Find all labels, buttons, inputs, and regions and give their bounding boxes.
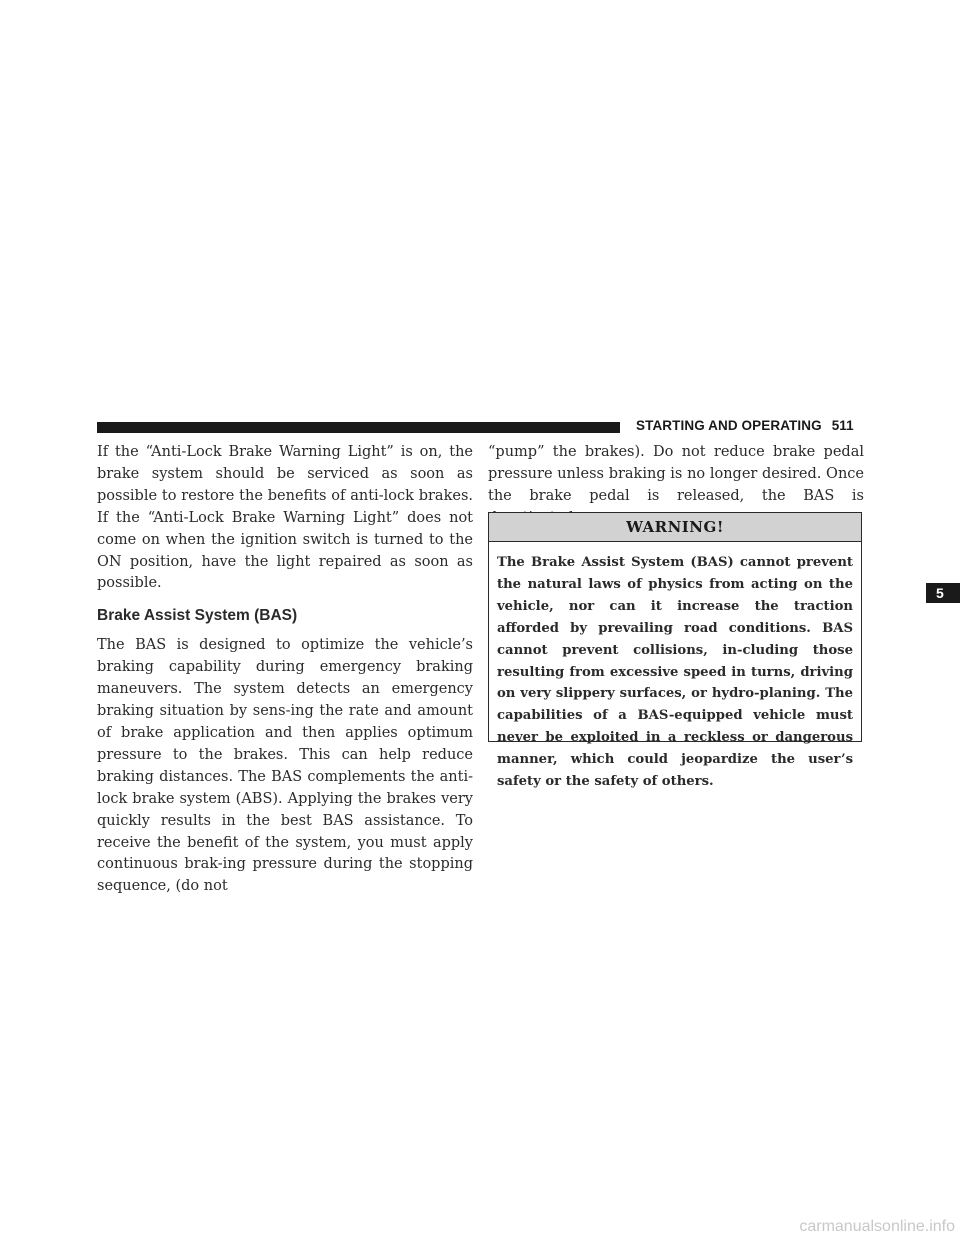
warning-title: WARNING! (489, 513, 861, 542)
header-rule (97, 422, 620, 433)
left-column (97, 442, 473, 898)
running-header (636, 418, 864, 436)
chapter-tab: 5 (926, 583, 960, 603)
section-title: STARTING AND OPERATING (636, 418, 822, 433)
warning-box (488, 512, 862, 790)
page-number: 511 (831, 418, 854, 433)
watermark: carmanualsonline.info (799, 1218, 955, 1235)
section-heading: Brake Assist System (BAS) (97, 607, 298, 625)
paragraph-bas-description: The BAS is designed to optimize the vehicle’s braking capability during emergency braking maneuvers. The system detects an emergency braking situation by sens-ing the rate and amount of brake application and then applies optimum pressure to the brakes. This can help reduce braking distances. The BAS complements the anti-lock brake system (ABS). Applying the brakes very quickly results in the best BAS assistance. To receive the benefit of the system, you must apply continuous brak-ing pressure during the stopping sequence, (do not (97, 637, 473, 895)
paragraph-abs-warning-light: If the “Anti-Lock Brake Warning Light” is on, the brake system should be serviced as soon as possible to restore the benefits of anti-lock brakes. If the “Anti-Lock Brake Warning Light” does not come on when the ignition switch is turned to the ON position, have the light repaired as soon as possible. (97, 444, 473, 592)
paragraph-bas-continued: “pump” the brakes). Do not reduce brake pedal pressure unless braking is no longer desired. Once the brake pedal is released, the BAS is (488, 444, 864, 504)
warning-text: The Brake Assist System (BAS) cannot prevent the natural laws of physics from acting on the vehicle, nor can it increase the traction afforded by prevailing road conditions. BAS cannot prevent collisions, in-cluding those resulting from excessive speed in turns, driving on very slippery surfaces, or hydro-planing. The capabilities of a BAS-equipped vehicle must never be exploited in a reckless or dangerous manner, which could jeopardize the user’s safety or the safety of others. (497, 555, 853, 790)
